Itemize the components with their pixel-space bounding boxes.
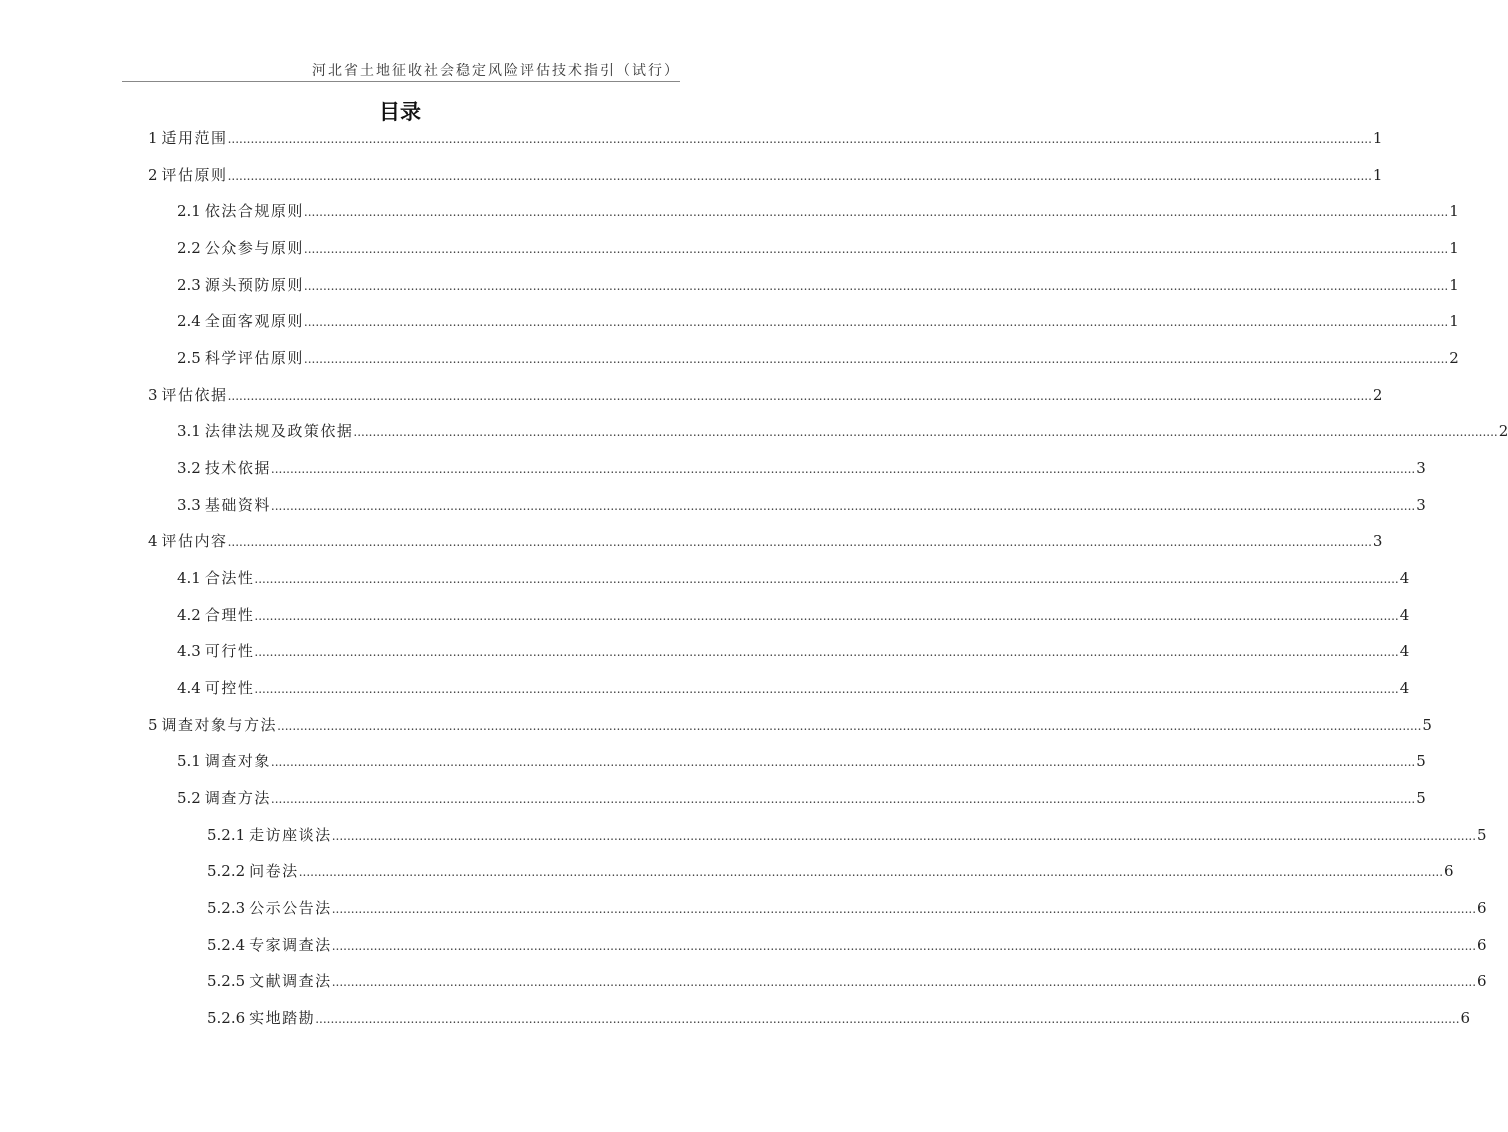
toc-entry[interactable] — [177, 751, 1426, 771]
toc-entry-text: 可控性 — [204, 679, 255, 698]
dot-leader: ............................................................................................................................................................................................................................................................................................................ — [331, 938, 1477, 953]
dot-leader: ............................................................................................................................................................................................................................................................................................................ — [277, 718, 1422, 733]
toc-entry-number: 5.2.4 — [207, 935, 246, 954]
toc-entry[interactable] — [177, 458, 1426, 478]
toc-entry-label — [207, 971, 332, 991]
toc-entry-text: 可行性 — [204, 642, 255, 661]
toc-entry-number: 5.2.6 — [207, 1009, 246, 1028]
toc-entry-number: 5.1 — [177, 752, 201, 771]
toc-entry-label — [148, 531, 228, 551]
toc-entry-text: 公众参与原则 — [204, 239, 304, 257]
toc-entry-number: 2 — [148, 165, 158, 184]
dot-leader: ............................................................................................................................................................................................................................................................................................................ — [227, 535, 1372, 550]
toc-entry-number: 2.2 — [177, 239, 201, 257]
toc-entry-text: 法律法规及政策依据 — [204, 422, 354, 441]
toc-entry-number: 5.2 — [177, 789, 201, 808]
toc-entry-label — [177, 238, 304, 258]
toc-entry-label — [177, 751, 271, 771]
toc-entry-page: 3 — [1416, 459, 1426, 478]
dot-leader: ............................................................................................................................................................................................................................................................................................................ — [227, 388, 1372, 403]
toc-entry[interactable] — [177, 421, 1508, 441]
toc-entry[interactable] — [207, 1008, 1471, 1028]
dot-leader: ............................................................................................................................................................................................................................................................................................................ — [303, 352, 1449, 367]
dot-leader: ............................................................................................................................................................................................................................................................................................................ — [254, 608, 1399, 623]
toc-entry-page: 3 — [1372, 532, 1383, 551]
toc-entry-text: 科学评估原则 — [204, 349, 304, 368]
toc-entry-label — [148, 385, 228, 405]
toc-entry-number: 5.2.3 — [207, 899, 246, 918]
toc-entry-page: 5 — [1422, 715, 1432, 734]
toc-entry[interactable] — [177, 641, 1410, 661]
toc-entry-label — [177, 568, 254, 588]
toc-entry-number: 5.2.1 — [207, 825, 246, 844]
toc-entry[interactable] — [177, 605, 1410, 625]
toc-entry-text: 源头预防原则 — [204, 275, 304, 294]
toc-entry-label — [177, 788, 271, 808]
dot-leader: ............................................................................................................................................................................................................................................................................................................ — [270, 755, 1416, 770]
toc-entry-page: 5 — [1416, 752, 1426, 771]
toc-entry-text: 问卷法 — [249, 862, 299, 881]
toc-entry-label — [148, 165, 228, 185]
toc-entry-number: 2.4 — [177, 312, 201, 331]
toc-entry-text: 全面客观原则 — [204, 312, 304, 331]
toc-entry-number: 1 — [148, 129, 158, 147]
toc-entry[interactable] — [177, 275, 1459, 295]
toc-entry-number: 3.3 — [177, 495, 201, 514]
page-title: 目录 — [379, 100, 421, 124]
dot-leader: ............................................................................................................................................................................................................................................................................................................ — [331, 902, 1477, 917]
toc-entry-text: 评估内容 — [161, 532, 228, 551]
toc-entry-label — [207, 898, 332, 918]
toc-entry-page: 4 — [1399, 642, 1410, 661]
dot-leader: ............................................................................................................................................................................................................................................................................................................ — [270, 498, 1416, 513]
toc-entry-number: 2.5 — [177, 349, 201, 368]
toc-entry-number: 4.2 — [177, 605, 201, 624]
toc-entry-number: 2.3 — [177, 275, 201, 294]
header-rule — [122, 81, 680, 82]
toc-entry[interactable] — [148, 385, 1383, 405]
dot-leader: ............................................................................................................................................................................................................................................................................................................ — [227, 132, 1372, 146]
toc-entry-page: 1 — [1372, 129, 1383, 147]
toc-entry-text: 专家调查法 — [249, 935, 332, 954]
toc-entry-page: 1 — [1449, 312, 1459, 331]
toc-entry-text: 调查方法 — [204, 789, 271, 808]
toc-entry-page: 2 — [1372, 385, 1383, 404]
toc-entry-text: 依法合规原则 — [204, 202, 304, 221]
toc-entry-label — [148, 128, 228, 148]
toc-entry-number: 3.2 — [177, 459, 201, 478]
toc-entry-label — [177, 311, 304, 331]
toc-entry-page: 3 — [1416, 495, 1426, 514]
toc-entry-page: 4 — [1399, 569, 1410, 588]
toc-entry-page: 6 — [1477, 899, 1487, 918]
toc-entry-number: 5.2.5 — [207, 972, 246, 991]
toc-entry-text: 评估原则 — [161, 165, 228, 184]
toc-entry[interactable] — [177, 678, 1410, 698]
dot-leader: ............................................................................................................................................................................................................................................................................................................ — [270, 792, 1416, 807]
toc-entry-page: 5 — [1477, 825, 1487, 844]
toc-entry-label — [177, 678, 254, 698]
toc-entry[interactable] — [148, 128, 1383, 148]
toc-entry-text: 技术依据 — [204, 459, 271, 478]
toc-entry-label — [177, 605, 254, 625]
toc-entry-text: 调查对象 — [204, 752, 271, 771]
dot-leader: ............................................................................................................................................................................................................................................................................................................ — [254, 572, 1399, 587]
toc-entry[interactable] — [177, 311, 1459, 331]
toc-entry[interactable] — [148, 165, 1383, 185]
toc-entry-label — [207, 1008, 315, 1028]
toc-entry-text: 公示公告法 — [249, 899, 332, 918]
toc-entry-label — [207, 825, 332, 845]
toc-entry-page: 2 — [1498, 422, 1508, 441]
dot-leader: ............................................................................................................................................................................................................................................................................................................ — [270, 462, 1416, 477]
toc-entry-page: 1 — [1449, 202, 1459, 221]
toc-entry-number: 3.1 — [177, 422, 201, 441]
toc-entry[interactable] — [177, 201, 1459, 221]
toc-entry-label — [148, 715, 277, 735]
toc-entry-text: 走访座谈法 — [249, 825, 332, 844]
toc-entry-number: 4.1 — [177, 569, 201, 588]
toc-entry-text: 合理性 — [204, 605, 255, 624]
toc-entry-page: 5 — [1416, 789, 1426, 808]
dot-leader: ............................................................................................................................................................................................................................................................................................................ — [303, 205, 1449, 220]
toc-entry[interactable] — [177, 495, 1426, 515]
dot-leader: ............................................................................................................................................................................................................................................................................................................ — [331, 828, 1477, 843]
toc-entry[interactable] — [207, 825, 1487, 845]
toc-entry-number: 5 — [148, 715, 158, 734]
toc-entry[interactable] — [207, 898, 1487, 918]
toc-entry-label — [177, 421, 353, 441]
toc-entry-number: 2.1 — [177, 202, 201, 221]
toc-entry-page: 1 — [1449, 275, 1459, 294]
toc-entry-label — [177, 458, 271, 478]
toc-entry[interactable] — [148, 531, 1383, 551]
dot-leader: ............................................................................................................................................................................................................................................................................................................ — [331, 975, 1477, 990]
toc-entry-text: 基础资料 — [204, 495, 271, 514]
toc-entry-page: 6 — [1477, 935, 1487, 954]
toc-entry-label — [207, 935, 332, 955]
toc-entry[interactable] — [177, 238, 1459, 258]
dot-leader: ............................................................................................................................................................................................................................................................................................................ — [254, 682, 1399, 697]
toc-entry[interactable] — [177, 788, 1426, 808]
toc-entry[interactable] — [207, 935, 1487, 955]
toc-entry-page: 1 — [1372, 165, 1383, 184]
toc-entry-page: 2 — [1449, 349, 1459, 368]
dot-leader: ............................................................................................................................................................................................................................................................................................................ — [298, 865, 1444, 880]
running-header: 河北省土地征收社会稳定风险评估技术指引（试行） — [312, 63, 680, 79]
toc-entry-number: 4.3 — [177, 642, 201, 661]
toc-entry-number: 4 — [148, 532, 158, 551]
toc-entry[interactable] — [177, 568, 1410, 588]
toc-entry-page: 6 — [1477, 972, 1487, 991]
toc-entry-label — [177, 641, 254, 661]
toc-entry-text: 文献调查法 — [249, 972, 332, 991]
toc-entry-label — [177, 348, 304, 368]
dot-leader: ............................................................................................................................................................................................................................................................................................................ — [303, 278, 1449, 293]
toc-entry-page: 4 — [1399, 605, 1410, 624]
dot-leader: ............................................................................................................................................................................................................................................................................................................ — [303, 242, 1449, 256]
toc-entry-number: 5.2.2 — [207, 862, 246, 881]
toc-entry-text: 评估依据 — [161, 385, 228, 404]
toc-entry[interactable] — [207, 971, 1487, 991]
toc-entry-number: 4.4 — [177, 679, 201, 698]
dot-leader: ............................................................................................................................................................................................................................................................................................................ — [353, 425, 1498, 440]
toc-entry[interactable] — [177, 348, 1459, 368]
dot-leader: ............................................................................................................................................................................................................................................................................................................ — [303, 315, 1449, 330]
toc-entry-page: 6 — [1460, 1009, 1471, 1028]
toc-entry-page: 6 — [1444, 862, 1454, 881]
toc-entry-number: 3 — [148, 385, 158, 404]
toc-entry-label — [177, 201, 304, 221]
dot-leader: ............................................................................................................................................................................................................................................................................................................ — [254, 645, 1399, 660]
dot-leader: ............................................................................................................................................................................................................................................................................................................ — [227, 168, 1372, 183]
toc-entry-label — [177, 495, 271, 515]
toc-entry-page: 1 — [1449, 239, 1459, 257]
toc-entry-text: 合法性 — [204, 569, 255, 588]
dot-leader: ............................................................................................................................................................................................................................................................................................................ — [315, 1012, 1460, 1027]
toc-entry-label — [177, 275, 304, 295]
toc-entry-text: 调查对象与方法 — [161, 715, 278, 734]
toc-entry-text: 适用范围 — [161, 129, 228, 147]
toc-entry[interactable] — [148, 715, 1432, 735]
toc-entry-page: 4 — [1399, 679, 1410, 698]
toc-entry[interactable] — [207, 861, 1454, 881]
toc-entry-text: 实地踏勘 — [249, 1009, 316, 1028]
toc-entry-label — [207, 861, 299, 881]
